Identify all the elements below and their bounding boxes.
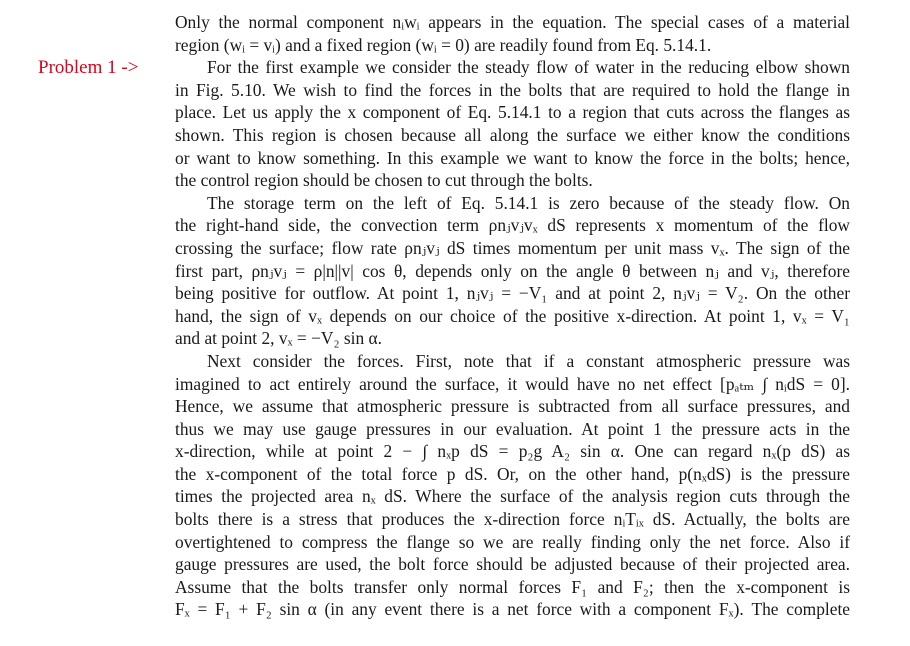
text-line: overtightened to compress the flange so we are really finding only the net force. Also if (175, 531, 850, 552)
text-line: Hence, we assume that atmospheric pressure is subtracted from all surface pressures, and (175, 396, 850, 417)
text-line: x-direction, while at point 2 − ∫ nₓp dS = p₂g A₂ sin α. One can regard nₓ(p dS) as (175, 441, 850, 462)
text-line: the control region should be chosen to cut through the bolts. (175, 170, 593, 191)
text-line: Fₓ = F₁ + F₂ sin α (in any event there is a net force with a component Fₓ). The complete (175, 599, 850, 620)
text-line: Only the normal component nᵢwᵢ appears in the equation. The special cases of a material (175, 12, 850, 32)
text-line: first part, ρnⱼvⱼ = ρ|n||v| cos θ, depends only on the angle θ between nⱼ and vⱼ, therefore (175, 260, 850, 281)
document-body (175, 11, 850, 621)
text-line: or want to know something. In this example we want to know the force in the bolts; hence, (175, 147, 850, 168)
text-line: being positive for outflow. At point 1, nⱼvⱼ = −V₁ and at point 2, nⱼvⱼ = V₂. On the other (175, 283, 850, 304)
text-line: thus we may use gauge pressures in our evaluation. At point 1 the pressure acts in the (175, 418, 850, 439)
text-line: place. Let us apply the x component of Eq. 5.14.1 to a region that cuts across the flanges as (175, 102, 850, 123)
text-line: the right-hand side, the convection term ρnⱼvⱼvₓ dS represents x momentum of the flow (175, 215, 850, 236)
text-line: region (wᵢ = vᵢ) and a fixed region (wᵢ = 0) are readily found from Eq. 5.14.1. (175, 34, 712, 55)
text-line: times the projected area nₓ dS. Where the surface of the analysis region cuts through the (175, 486, 850, 507)
text-line: Assume that the bolts transfer only normal forces F₁ and F₂; then the x-component is (175, 576, 850, 597)
text-line: Next consider the forces. First, note that if a constant atmospheric pressure was (207, 350, 850, 371)
text-line: crossing the surface; flow rate ρnⱼvⱼ dS times momentum per unit mass vₓ. The sign of the (175, 237, 850, 258)
text-line: For the first example we consider the steady flow of water in the reducing elbow shown (207, 57, 850, 78)
text-line: bolts there is a stress that produces the x-direction force nᵢTᵢₓ dS. Actually, the bolts are (175, 509, 850, 530)
text-line: in Fig. 5.10. We wish to find the forces in the bolts that are required to hold the flange in (175, 79, 850, 100)
text-line: The storage term on the left of Eq. 5.14.1 is zero because of the steady flow. On (207, 192, 850, 213)
text-line: gauge pressures are used, the bolt force should be adjusted because of their projected area. (175, 554, 850, 575)
text-line: hand, the sign of vₓ depends on our choice of the positive x-direction. At point 1, vₓ = V₁ (175, 305, 850, 326)
text-line: and at point 2, vₓ = −V₂ sin α. (175, 328, 382, 349)
text-line: shown. This region is chosen because all along the surface we either know the conditions (175, 124, 850, 145)
problem-annotation: Problem 1 -> (38, 57, 139, 78)
text-line: imagined to act entirely around the surface, it would have no net effect [pₐₜₘ ∫ nᵢdS = 0]. (175, 373, 850, 394)
text-line: the x-component of the total force p dS. Or, on the other hand, p(nₓdS) is the pressure (175, 463, 850, 484)
